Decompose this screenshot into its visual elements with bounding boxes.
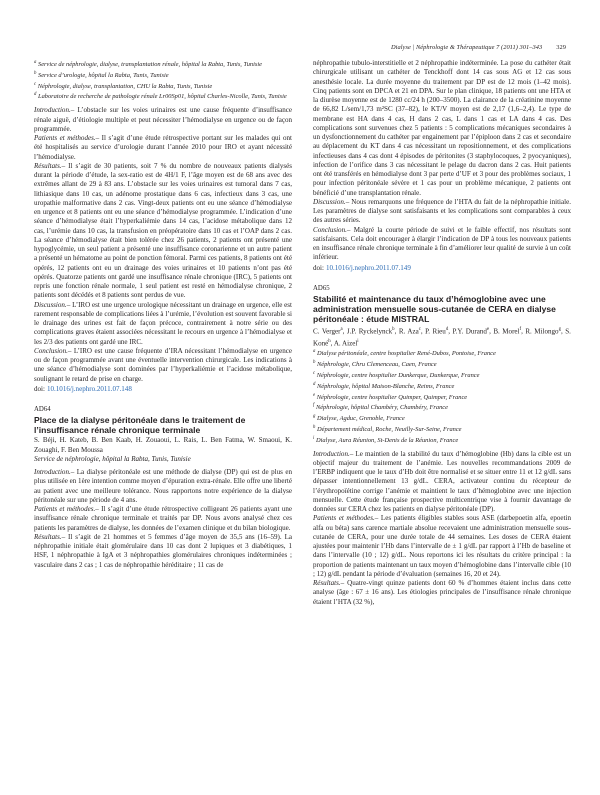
- running-header: [0, 44, 566, 51]
- author-list: C. Verger$^a$, J.P. Ryckelynck$^b$, R. Aza$^c$, P. Rieu$^d$, P.Y. Durand$^e$, B. Morel$^f$, R. Milongo$^g$, S. Koné$^h$, A. Aizel$^i$: [313, 327, 571, 347]
- abstract-title: Stabilité et maintenance du taux d’hémoglobine avec une administration mensuelle sous-cutanée de CERA en dialyse péritonéale : étude MISTRAL: [313, 294, 556, 324]
- results-paragraph: Résultats.– Il s’agit de 30 patients, soit 7 % du nombre de nouveaux patients dialysés durant la période d’étude, la sex-ratio est de 4H/1 F, l’âge moyen est de 68 ans avec des extrêmes allant de 29 à 83 ans. L’obstacle sur les voies urinaires est tumoral dans 7 cas, lithiasique dans 10 cas, un adénome prostatique dans 6 cas, infectieux dans 3 cas, une uropathie malformative dans 2 cas. Vingt-deux patients ont eu une séance d’hémodialyse en urgence et 8 patients ont eu une séance d’hémodialyse programmée. L’indication d’une séance d’hémodialyse était l’hyperkaliémie dans 14 cas, l’acidose métabolique dans 12 cas, l’urémie dans 10 cas, la transfusion en préopératoire dans 10 cas et l’OAP dans 2 cas. La séance d’hémodialyse était bien tolérée chez 26 patients, 2 patients ont présenté une hypoglycémie, un seul patient a présenté une insuffisance coronarienne et un autre patient a présenté un hématome au point de ponction fémoral. Parmi ces patients, 8 patients ont été opérés, 12 patients ont eu un drainage des voies urinaires et 10 patients n’ont pas été opérés. Quatorze patients ont gardé une insuffisance rénale chronique (IRC), 5 patients ont repris une fonction rénale normale, 1 seul patient est resté en hémodialyse chronique, 2 patients sont décédés et 8 patients sont perdus de vue.: [34, 161, 292, 300]
- right-column: [313, 59, 571, 607]
- affiliation: $^i$ Dialyse, Aura Réunion, St-Denis de la Réunion, France: [313, 435, 459, 444]
- intro-paragraph: Introduction.– Le maintien de la stabilité du taux d’hémoglobine (Hb) dans la cible est un objectif majeur du traitement de l’anémie. Les nouvelles recommandations 2009 de l’ERBP indiquent que le taux d’Hb doit être normalisé et se situer entre 11 et 12 g/dL sans dépasser intentionnellement 13 g/dL. CERA, activateur continu du récepteur de l’érythropoïétine corrige l’anémie et maintient le taux d’hémoglobine avec une injection mensuelle. Cette étude française prospective multicentrique vise à fournir davantage de données sur CERA chez les patients en dialyse péritonéale (DP).: [313, 449, 571, 514]
- affiliations-previous-abstract: [34, 59, 292, 102]
- affiliation: $^g$ Dialyse, Agduc, Grenoble, France: [313, 414, 405, 423]
- author: A. Aizel: [333, 338, 358, 347]
- author: P. Rieu: [425, 327, 446, 336]
- discussion-paragraph: Discussion.– Nous remarquons une fréquence de l’HTA du fait de la néphropathie initiale. Les paramètres de dialyse sont satisfaisants et les complications sont comparables à ceux des autres séries.: [313, 197, 571, 225]
- affiliation: $^e$ Néphrologie, centre hospitalier Quimper, Quimper, France: [313, 392, 468, 401]
- affiliation: $^c$ Néphrologie, dialyse, transplantation, CHU la Rabta, Tunis, Tunisie: [34, 81, 213, 90]
- author: S. Koné: [313, 327, 571, 347]
- affiliation: $^d$ Laboratoire de recherche de pathologie rénale Lr00Sp01, hôpital Charles-Nicolle, Tunis, Tunisie: [34, 92, 287, 101]
- affiliation: $^d$ Néphrologie, hôpital Maison-Blanche, Reims, France: [313, 381, 455, 390]
- conclusion-paragraph: Conclusion.– L’IRO est une cause fréquente d’IRA nécessitant l’hémodialyse en urgence ou de façon programmée avant une éventuelle intervention chirurgicale. Les indications à une séance d’hémodialyse sont dominées par l’hyperkaliémie et l’acidose métabolique, soulignant le retard de prise en charge.: [34, 346, 292, 383]
- author: C. Verger: [313, 327, 341, 336]
- author: P.Y. Durand: [452, 327, 487, 336]
- patients-paragraph: Patients et méthodes.– Il s’agit d’une étude rétrospective portant sur les malades qui ont été hospitalisés au service d’urologie durant l’année 2010 pour IRO et ayant nécessité l’hémodialyse.: [34, 134, 292, 161]
- affiliation: $^f$ Néphrologie, hôpital Chambéry, Chambéry, France: [313, 403, 448, 412]
- page-number: 329: [556, 44, 566, 51]
- intro-paragraph: Introduction.– La dialyse péritonéale est une méthode de dialyse (DP) qui est de plus en plus utilisée en 1ère intention comme moyen d’épuration extra-rénale. Elle offre une liberté au patient avec une meilleure tolérance. Nous rapportons notre expérience de la dialyse péritonéale sur une période de 4 ans.: [34, 468, 292, 504]
- affiliation: $^a$ Dialyse péritonéale, centre hospitalier René-Dubos, Pontoise, France: [313, 349, 496, 358]
- journal-citation: Dialyse | Néphrologie & Thérapeutique 7 (2011) 301–343: [391, 44, 543, 51]
- author: B. Morel: [493, 327, 520, 336]
- affiliation: $^h$ Département médical, Roche, Neuilly-Sur-Seine, France: [313, 424, 462, 434]
- doi-link[interactable]: 10.1016/j.nephro.2011.07.149: [325, 263, 411, 272]
- patients-paragraph: Patients et méthodes.– Les patients éligibles stables sous ASE (darbepoetin alfa, epoetin alfa ou béta) sans carence martiale absolue recevaient une administration mensuelle sous-cutanée de CERA, pour une durée totale de 44 semaines. Les doses de CERA étaient ajustées pour maintenir l’Hb dans l’intervalle de ± 1 g/dL par rapport à l’Hb de baseline et dans l’intervalle (10 ; 12) g/dL. Nous reportons ici les résultats du critère principal : la proportion de patients maintenant un taux moyen d’hémoglobine dans l’intervalle cible (10 ; 12) g/dL pendant la période d’évaluation (semaines 16, 20 et 24).: [313, 514, 571, 578]
- affiliation: $^b$ Service d’urologie, hôpital la Rabta, Tunis, Tunisie: [34, 70, 169, 79]
- results-paragraph: Résultats.– Il s’agit de 21 hommes et 5 femmes d’âge moyen de 35,5 ans (16–59). La néphropathie initiale était glomérulaire dans 10 cas dont 2 lupiques et 3 diabétiques, 1 HSF, 1 néphropathie à IgA et 3 néphropathies glomérulaires chroniques indéterminées ; vasculaire dans 2 cas ; 1 cas de néphropathie héréditaire ; 11 cas de: [34, 532, 292, 569]
- continuation-paragraph: néphropathie tubulo-interstitielle et 2 néphropathie indéterminée. La pose du cathéter était chirurgicale utilisant un cathéter de Tenckhoff dont 14 cas sous AG et 12 cas sous anesthésie locale. La durée moyenne du traitement par DP est de 12 mois (1–42 mois). Cinq patients sont en DPCA et 21 en DPA. Sur le plan clinique, 18 patients ont une HTA et la diurèse moyenne est de 1280 cc/24 h (200–3500). La clairance de la créatinine moyenne de 66,82 L/sem/1,73 m²SC (37–82), le KT/V moyen est de 2,17 (1,6–2,4). Le type de membrane est HA dans 4 cas, H dans 2 cas, L dans 1 cas et LA dans 4 cas. Des complications sont survenues chez 5 patients : 5 complications mécaniques secondaires à un dysfonctionnement du cathéter par engainement par l’épiploon dans 2 cas et secondaire au déplacement du KT dans 4 cas nécessitant un repositionnement, et des complications infectieuses dans 4 cas dont 4 épisodes de péritonites (3 staphylocoques, 2 pyocyaniques), infection de l’orifice dans 3 cas nécessitant le pelage du dacron dans 2 cas. Huit patients ont été transférés en hémodialyse dont 3 par perte d’UF et 3 pour des problèmes sociaux, 1 pour infection péritonéale sévère et 1 cas pour un problème mécanique, 2 patients ont bénéficié d’une transplantation rénale.: [313, 59, 571, 197]
- intro-paragraph: Introduction.– L’obstacle sur les voies urinaires est une cause fréquente d’insuffisance rénale aiguë, d’étiologie multiple et peut nécessiter l’hémodialyse en urgence ou de façon programmée.: [34, 106, 292, 133]
- patients-paragraph: Patients et méthodes.– Il s’agit d’une étude rétrospective colligeant 26 patients ayant une insuffisance rénale chronique terminale et traités par DP. Nous avons analysé chez ces patients les paramètres de dialyse, les données de l’examen clinique et du bilan biologique.: [34, 505, 292, 532]
- abstract-ad65: [313, 284, 571, 607]
- author: R. Milongo: [525, 327, 559, 336]
- discussion-paragraph: Discussion.– L’IRO est une urgence urologique nécessitant un drainage en urgence, elle est rarement responsable de complications liées à l’urémie, l’évolution est souvent favorable si le drainage des urines est fait de façon précoce, contrairement à notre série ou des complications graves étaient associées nécessitant le recours en urgence à l’hémodialyse et les 2/3 des patients ont gardé une IRC.: [34, 300, 292, 346]
- affiliations: [313, 348, 571, 445]
- affiliation: $^c$ Néphrologie, centre hospitalier Dunkerque, Dunkerque, France: [313, 370, 480, 379]
- doi-line: doi: 10.1016/j.nephro.2011.07.148: [34, 384, 132, 393]
- abstract-title: Place de la dialyse péritonéale dans le traitement de l’insuffisance rénale chronique terminale: [34, 415, 246, 436]
- left-column: [34, 59, 292, 570]
- affiliation: Service de néphrologie, hôpital la Rabta, Tunis, Tunisie: [34, 454, 191, 463]
- doi-line: doi: 10.1016/j.nephro.2011.07.149: [313, 263, 411, 272]
- author-list: S. Béji, H. Kateb, B. Ben Kaab, H. Zouaoui, L. Rais, L. Ben Fatma, W. Smaoui, K. Zouaghi, F. Ben Moussa: [34, 436, 292, 454]
- affiliation: $^b$ Néphrologie, Chru Clemenceau, Caen, France: [313, 360, 437, 369]
- results-paragraph: Résultats.– Quatre-vingt quinze patients dont 60 % d’hommes étaient inclus dans cette analyse (âge : 67 ± 16 ans). Les étiologies principales de l’insuffisance rénale chronique étaient l’HTA (32 %),: [313, 579, 571, 606]
- affiliation: $^a$ Service de néphrologie, dialyse, transplantation rénale, hôpital la Rabta, Tunis, Tunisie: [34, 60, 262, 69]
- abstract-ad64: [34, 405, 292, 570]
- author: R. Aza: [398, 327, 419, 336]
- doi-link[interactable]: 10.1016/j.nephro.2011.07.148: [46, 384, 132, 393]
- abstract-id: AD64: [34, 406, 51, 414]
- conclusion-paragraph: Conclusion.– Malgré la courte période de suivi et le faible effectif, nos résultats sont satisfaisants. Cela doit encourager à élargir l’indication de DP à tous les nouveaux patients en insuffisance rénale chronique terminale à fin d’améliorer leur qualité de survie à un coût inférieur.: [313, 225, 571, 262]
- abstract-id: AD65: [313, 284, 330, 292]
- author: J.P. Ryckelynck: [346, 327, 393, 336]
